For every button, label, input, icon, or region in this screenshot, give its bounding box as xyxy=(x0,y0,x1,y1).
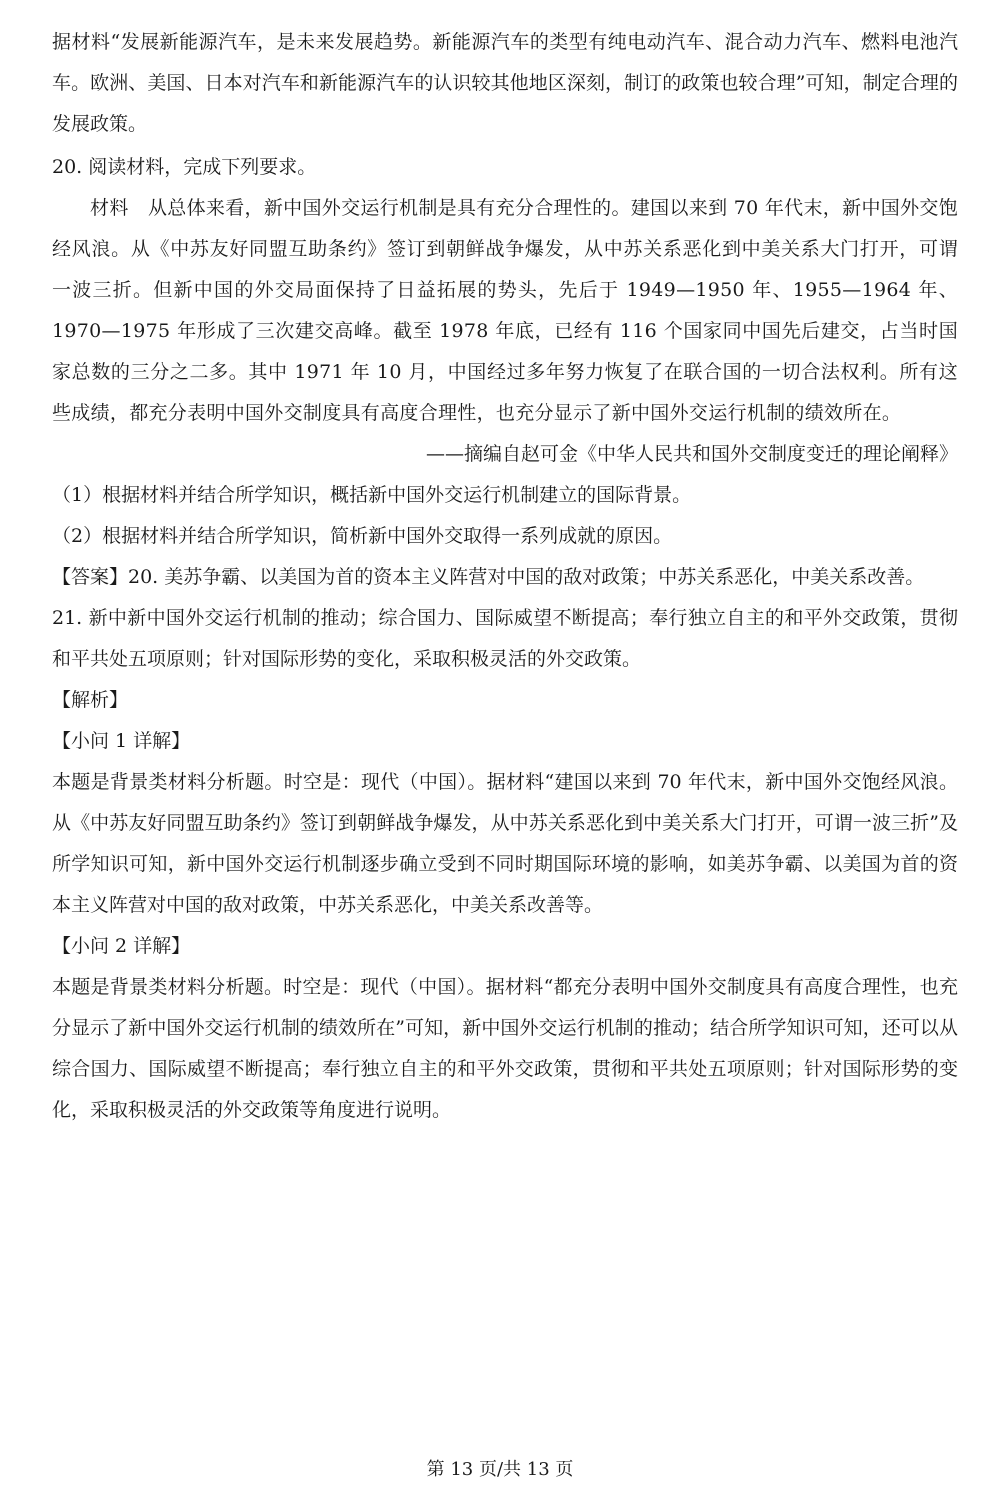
prev-answer-paragraph: 据材料“发展新能源汽车，是未来发展趋势。新能源汽车的类型有纯电动汽车、混合动力汽车、燃料电池汽车。欧洲、美国、日本对汽车和新能源汽车的认识较其他地区深刻，制订的政策也较合理”可知，制定合理的发展政策。 xyxy=(52,31,958,135)
part-2-heading: 【小问 2 详解】 xyxy=(52,935,191,957)
sub-question-2: （2）根据材料并结合所学知识，简析新中国外交取得一系列成就的原因。 xyxy=(52,525,673,547)
part-2-text: 本题是背景类材料分析题。时空是：现代（中国）。据材料“都充分表明中国外交制度具有高度合理性，也充分显示了新中国外交运行机制的绩效所在”可知，新中国外交运行机制的推动；结合所学知识可知，还可以从综合国力、国际威望不断提高；奉行独立自主的和平外交政策，贯彻和平共处五项原则；针对国际形势的变化，采取积极灵活的外交政策等角度进行说明。 xyxy=(52,976,958,1121)
sub-question-1: （1）根据材料并结合所学知识，概括新中国外交运行机制建立的国际背景。 xyxy=(52,484,692,506)
material-source: ——摘编自赵可金《中华人民共和国外交制度变迁的理论阐释》 xyxy=(425,443,958,465)
part-1-heading: 【小问 1 详解】 xyxy=(52,730,191,752)
question-material: 材料 从总体来看，新中国外交运行机制是具有充分合理性的。建国以来到 70 年代末，新中国外交饱经风浪。从《中苏友好同盟互助条约》签订到朝鲜战争爆发，从中苏关系恶化到中美关系大门打开，可谓一波三折。但新中国的外交局面保持了日益拓展的势头，先后于 1949—1950 年、1955—1964 年、1970—1975 年形成了三次建交高峰。截至 1978 年底，已经有 116 个国家同中国先后建交，占当时国家总数的三分之二多。其中 1971 年 10 月，中国经过多年努力恢复了在联合国的一切合法权利。所有这些成绩，都充分表明中国外交制度具有高度合理性，也充分显示了新中国外交运行机制的绩效所在。 xyxy=(52,197,958,424)
page-footer: 第 13 页/共 13 页 xyxy=(426,1459,574,1480)
answer-line-1: 【答案】20. 美苏争霸、以美国为首的资本主义阵营对中国的敌对政策；中苏关系恶化，中美关系改善。 xyxy=(52,566,925,588)
answer-line-2: 21. 新中新中国外交运行机制的推动；综合国力、国际威望不断提高；奉行独立自主的和平外交政策，贯彻和平共处五项原则；针对国际形势的变化，采取积极灵活的外交政策。 xyxy=(52,607,958,670)
part-1-text: 本题是背景类材料分析题。时空是：现代（中国）。据材料“建国以来到 70 年代末，新中国外交饱经风浪。从《中苏友好同盟互助条约》签订到朝鲜战争爆发，从中苏关系恶化到中美关系大门打开，可谓一波三折”及所学知识可知，新中国外交运行机制逐步确立受到不同时期国际环境的影响，如美苏争霸、以美国为首的资本主义阵营对中国的敌对政策，中苏关系恶化，中美关系改善等。 xyxy=(52,771,958,916)
analysis-heading: 【解析】 xyxy=(52,689,129,711)
document-page xyxy=(52,22,958,1131)
question-20-title: 20. 阅读材料，完成下列要求。 xyxy=(52,156,317,178)
